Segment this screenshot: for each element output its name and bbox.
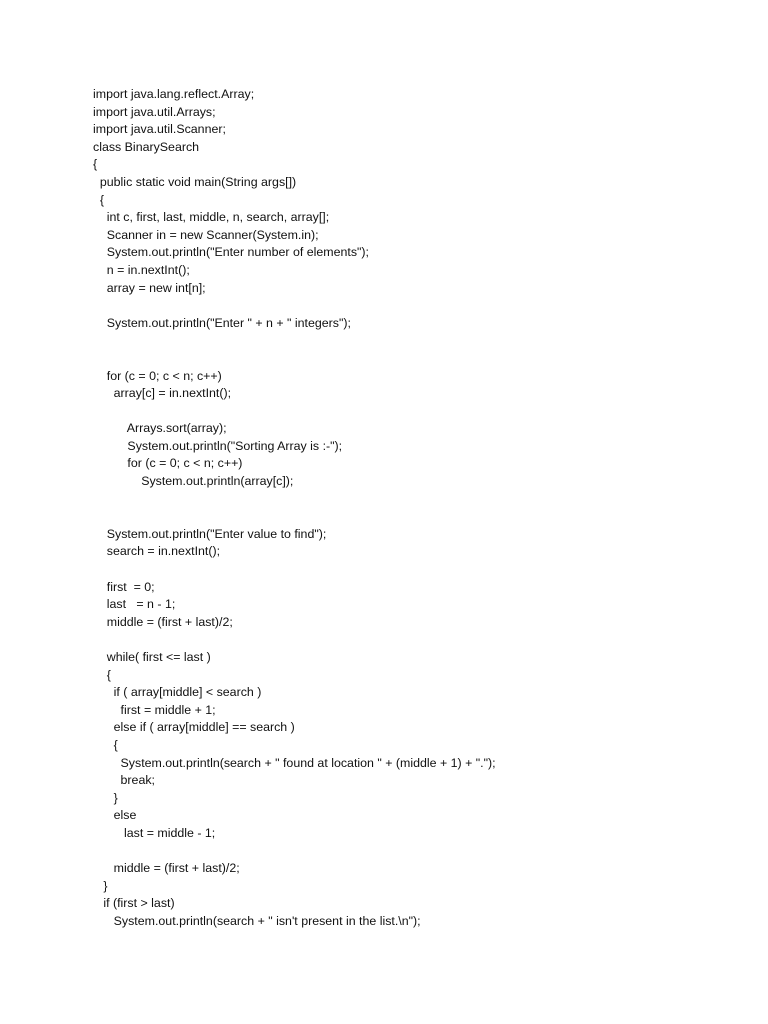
code-line: break; [93,773,155,788]
code-line: else [93,808,137,823]
code-line: middle = (first + last)/2; [93,861,240,876]
code-line: class BinarySearch [93,139,200,154]
code-line: else if ( array[middle] == search ) [93,720,295,735]
code-line: for (c = 0; c < n; c++) [93,368,222,383]
code-line: search = in.nextInt(); [93,544,221,559]
code-line: System.out.println("Sorting Array is :-"); [93,438,343,453]
code-line [93,491,743,509]
code-line: Scanner in = new Scanner(System.in); [93,227,319,242]
code-line: n = in.nextInt(); [93,262,190,277]
code-line: { [93,667,111,682]
code-line: System.out.println(search + " found at location " + (middle + 1) + "."); [93,755,496,770]
code-line: { [93,157,98,172]
code-line: System.out.println(search + " isn't present in the list.\n"); [93,913,421,928]
code-line: System.out.println("Enter " + n + " integers"); [93,315,351,330]
code-line [93,350,743,368]
code-line [93,508,743,526]
code-line: System.out.println("Enter number of elements"); [93,245,369,260]
code-line [93,403,743,421]
code-line: System.out.println(array[c]); [93,474,294,489]
code-line: System.out.println("Enter value to find"); [93,526,327,541]
code-line [93,843,743,861]
code-line: first = 0; [93,579,155,594]
code-line: import java.lang.reflect.Array; [93,87,255,101]
code-line: if (first > last) [93,896,175,911]
code-line: { [93,192,105,207]
code-line [93,297,743,315]
code-line: { [93,737,118,752]
code-line: middle = (first + last)/2; [93,614,233,629]
code-line: last = n - 1; [93,597,176,612]
code-line: while( first <= last ) [93,650,211,664]
code-line [93,332,743,350]
code-line: public static void main(String args[]) [93,174,297,189]
code-line: } [93,878,108,893]
code-line: array = new int[n]; [93,280,206,295]
code-line: first = middle + 1; [93,702,216,717]
code-line [93,631,743,649]
code-line: import java.util.Scanner; [93,122,226,137]
code-line: int c, first, last, middle, n, search, array[]; [93,210,330,225]
code-line: array[c] = in.nextInt(); [93,386,232,401]
code-line: if ( array[middle] < search ) [93,685,262,700]
code-line: } [93,790,118,805]
code-line: last = middle - 1; [93,825,216,840]
code-line: for (c = 0; c < n; c++) [93,456,243,471]
code-line [93,561,743,579]
code-line: import java.util.Arrays; [93,104,216,119]
code-listing [93,86,743,931]
code-line: Arrays.sort(array); [93,421,227,436]
